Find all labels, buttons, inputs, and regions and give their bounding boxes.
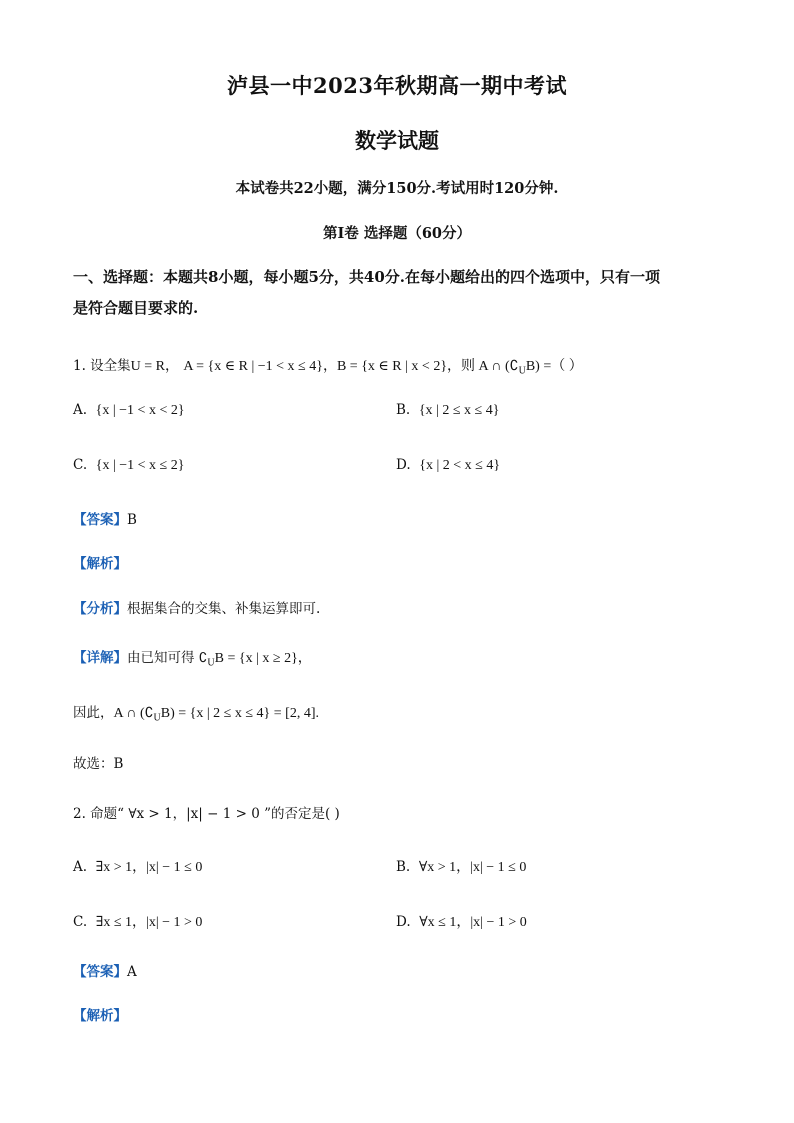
fenxi-text: 根据集合的交集、补集运算即可. (127, 601, 321, 617)
q1-choose: 故选：B (73, 756, 124, 772)
option-label: A. (73, 402, 88, 418)
q1-stem-prefix: 1. 设全集 (73, 358, 131, 374)
part-heading: 第I卷 选择题（60分） (322, 225, 471, 242)
q1-expression-end: B) =（ ） (525, 359, 583, 374)
option-text: {x | 2 < x ≤ 4} (419, 458, 501, 473)
analysis-tag: 解析 (86, 1008, 114, 1024)
option-label: B. (396, 402, 411, 418)
option-text: {x | 2 ≤ x ≤ 4} (418, 403, 500, 418)
therefore-expr: A ∩ (∁ (113, 706, 154, 721)
q2-answer: 【答案】A (73, 964, 137, 980)
detail-tag: 详解 (86, 650, 114, 666)
option-label: B. (396, 859, 411, 875)
q1-expression: ，则 A ∩ (∁ (447, 359, 519, 374)
detail-sub: U (207, 657, 215, 669)
answer-value: A (127, 964, 137, 980)
option-label: D. (396, 457, 411, 473)
option-label: A. (73, 859, 88, 875)
option-label: D. (396, 914, 411, 930)
exam-title: 泸县一中2023年秋期高一期中考试 (227, 73, 567, 98)
option-label: C. (73, 914, 88, 930)
q1-therefore (73, 701, 319, 724)
answer-tag: 答案 (86, 512, 114, 528)
q1-detail: 【详解】由已知可得 $∁_UB = \{x$ | x ≥ 2}， (73, 650, 312, 669)
therefore-rest: B) = {x | 2 ≤ x ≤ 4} = [2, 4]. (160, 706, 319, 721)
option-text: {x | −1 < x ≤ 2} (95, 458, 185, 473)
option-text: {x | −1 < x < 2} (95, 403, 185, 418)
q1-analysis: 【解析】 (73, 556, 127, 572)
section-heading-line1: 一、选择题：本题共8小题，每小题5分，共40分.在每小题给出的四个选项中，只有一项 (73, 268, 660, 286)
q2-option-a[interactable] (73, 856, 202, 876)
option-text: ∀x ≤ 1，|x| − 1 > 0 (419, 915, 527, 930)
section-heading-line2: 是符合题目要求的. (73, 299, 199, 317)
analysis-tag: 解析 (86, 556, 114, 572)
q1-fenxi: 【分析】根据集合的交集、补集运算即可. (73, 601, 321, 617)
exam-info: 本试卷共22小题，满分150分.考试用时120分钟. (235, 180, 559, 197)
therefore-prefix: 因此， (73, 705, 114, 721)
answer-value: B (127, 512, 137, 528)
option-text: ∃x > 1，|x| − 1 ≤ 0 (95, 860, 203, 875)
q1-set-b: ，B = {x ∈ R | x < 2} (322, 359, 448, 374)
q1-stem (73, 354, 583, 377)
q1-option-a[interactable] (73, 402, 185, 419)
option-label: C. (73, 457, 88, 473)
fenxi-tag: 分析 (86, 601, 114, 617)
q1-option-d[interactable] (396, 457, 500, 474)
therefore-sub: U (153, 712, 161, 724)
q1-option-b[interactable] (396, 402, 499, 419)
q2-stem: 2. 命题“ ∀x > 1，|x| − 1 > 0 ”的否定是( ) (73, 806, 340, 822)
q1-expression-sub: U (518, 365, 526, 377)
q2-analysis: 【解析】 (73, 1008, 127, 1024)
exam-subject: 数学试题 (355, 128, 439, 153)
q2-option-c[interactable] (73, 911, 202, 931)
option-text: ∃x ≤ 1，|x| − 1 > 0 (95, 915, 203, 930)
option-text: ∀x > 1，|x| − 1 ≤ 0 (418, 860, 527, 875)
answer-tag: 答案 (86, 964, 114, 980)
q2-option-b[interactable] (396, 856, 526, 876)
q1-answer: 【答案】B (73, 512, 137, 528)
detail-prefix: 由已知可得 ∁ (127, 650, 208, 666)
q2-option-d[interactable] (396, 911, 527, 931)
detail-rest: B = {x | x ≥ 2}， (214, 651, 312, 666)
q1-option-c[interactable] (73, 457, 184, 474)
q1-set-u: U = R， (130, 359, 180, 374)
q1-set-a: A = {x ∈ R | −1 < x ≤ 4} (183, 359, 323, 374)
